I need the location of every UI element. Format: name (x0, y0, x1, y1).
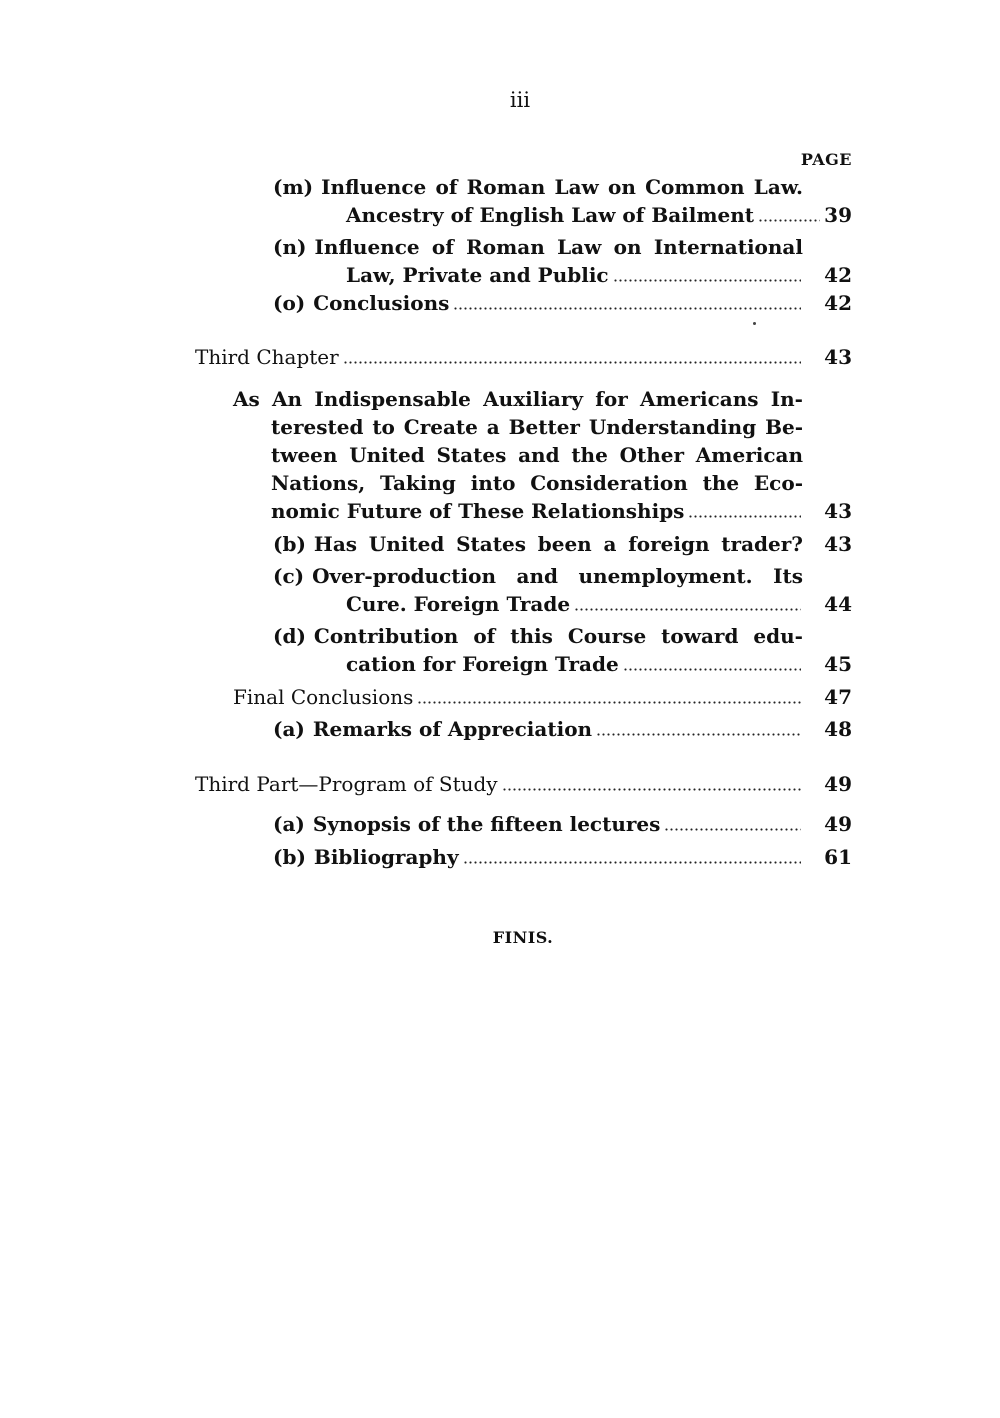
finis-mark: FINIS. (492, 928, 554, 947)
toc-entry-d-label: (d) (273, 624, 306, 648)
toc-entry-b-label: (b) (273, 532, 306, 556)
toc-remarks-page: 48 (824, 717, 852, 741)
toc-entry-o: (o) Conclusions (273, 289, 803, 317)
dot-leader (664, 828, 801, 831)
toc-final-conclusions-page: 47 (824, 685, 852, 709)
toc-auxiliary-page: 43 (824, 499, 852, 523)
toc-entry-n-line2: Law, Private and Public (346, 261, 803, 289)
dot-leader (758, 219, 820, 222)
dot-leader (417, 701, 801, 704)
toc-entry-n-label: (n) (273, 235, 307, 259)
toc-entry-d-line2: cation for Foreign Trade (346, 650, 803, 678)
folio-number: iii (509, 88, 531, 112)
dot-leader (688, 515, 801, 518)
toc-bibliography-page: 61 (824, 845, 852, 869)
dot-leader (343, 361, 801, 364)
dot-leader (453, 307, 801, 310)
toc-entry-n-page: 42 (824, 263, 852, 287)
dot-leader (502, 788, 801, 791)
toc-auxiliary-line3: tween United States and the Other American (271, 443, 803, 467)
toc-auxiliary-line1: As An Indispensable Auxiliary for Americans In- (233, 387, 803, 411)
toc-entry-m-page: 39 (824, 203, 852, 227)
dot-leader (623, 668, 801, 671)
dot-leader (596, 733, 801, 736)
toc-third-part-page: 49 (824, 772, 852, 796)
toc-entry-c-page: 44 (824, 592, 852, 616)
toc-third-chapter: Third Chapter (195, 343, 803, 371)
toc-remarks-label: (a) (273, 717, 305, 741)
print-speck (753, 322, 756, 325)
dot-leader (463, 861, 801, 864)
toc-entry-m-label: (m) (273, 175, 314, 199)
toc-entry-c-line1: (c) Over-production and unemployment. Its (273, 564, 803, 588)
toc-auxiliary-line4: Nations, Taking into Consideration the Eco- (271, 471, 803, 495)
toc-entry-n-line1: (n) Influence of Roman Law on International (273, 235, 803, 259)
toc-bibliography: (b) Bibliography (273, 843, 803, 871)
dot-leader (613, 279, 801, 282)
toc-final-conclusions: Final Conclusions (233, 683, 803, 711)
toc-remarks: (a) Remarks of Appreciation (273, 715, 803, 743)
page-column-header: PAGE (800, 150, 852, 169)
toc-entry-o-label: (o) (273, 291, 306, 315)
dot-leader (574, 608, 801, 611)
toc-bibliography-label: (b) (273, 845, 306, 869)
toc-third-part: Third Part—Program of Study (195, 770, 803, 798)
toc-entry-b-page: 43 (824, 532, 852, 556)
toc-entry-c-label: (c) (273, 564, 305, 588)
toc-auxiliary-line5: nomic Future of These Relationships (271, 497, 803, 525)
toc-synopsis-page: 49 (824, 812, 852, 836)
toc-entry-d-line1: (d) Contribution of this Course toward edu- (273, 624, 803, 648)
toc-entry-c-line2: Cure. Foreign Trade (346, 590, 803, 618)
toc-entry-o-page: 42 (824, 291, 852, 315)
toc-auxiliary-line2: terested to Create a Better Understanding Be- (271, 415, 803, 439)
toc-synopsis: (a) Synopsis of the fifteen lectures (273, 810, 803, 838)
toc-entry-b: (b) Has United States been a foreign trader? (273, 532, 803, 556)
toc-third-chapter-page: 43 (824, 345, 852, 369)
toc-entry-m-line2: Ancestry of English Law of Bailment (346, 201, 822, 229)
toc-synopsis-label: (a) (273, 812, 305, 836)
toc-entry-m-line1: (m) Influence of Roman Law on Common Law. (273, 175, 803, 199)
toc-entry-d-page: 45 (824, 652, 852, 676)
